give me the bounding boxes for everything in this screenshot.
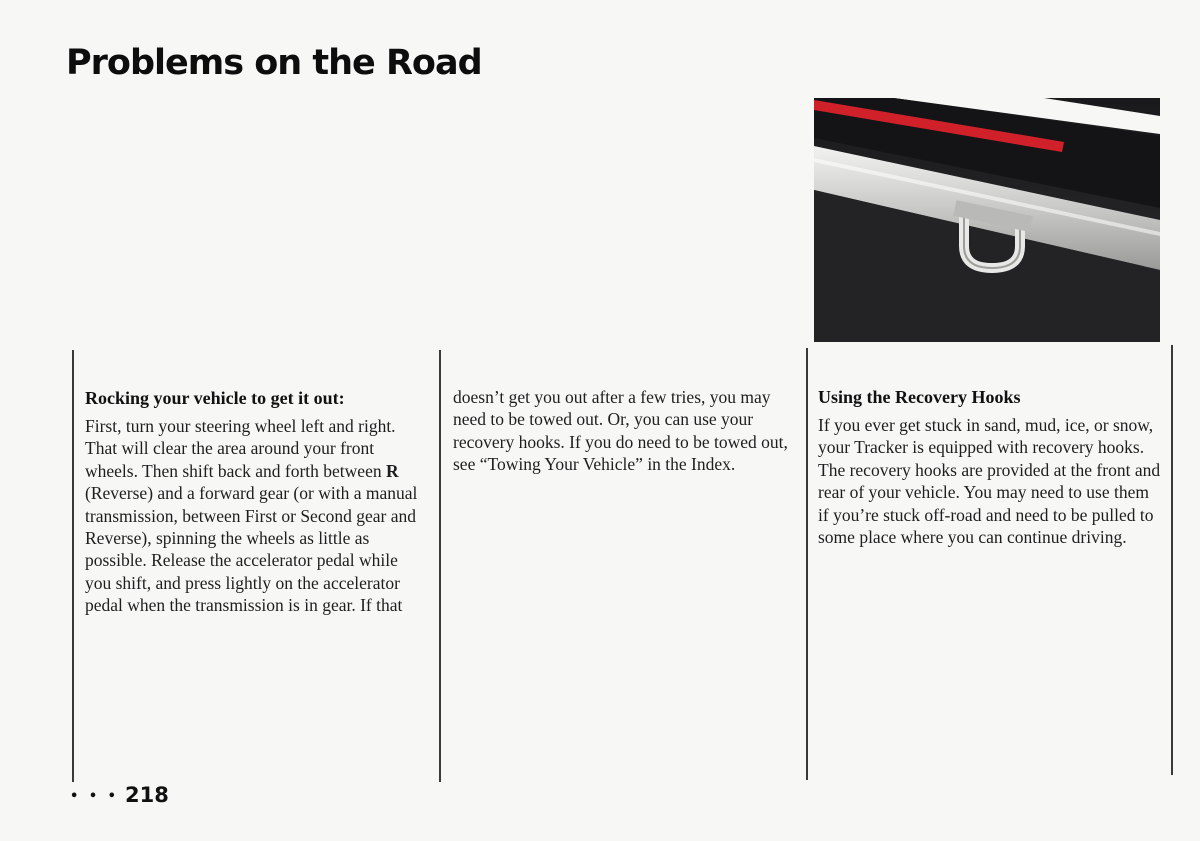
recovery-hook-photo xyxy=(814,98,1160,342)
rocking-continuation-paragraph: doesn’t get you out after a few tries, you may need to be towed out. Or, you can use your recovery hooks. If you do need to be towed out, see “Towing Your Vehicle” in the Index. xyxy=(453,387,788,475)
page-title: Problems on the Road xyxy=(66,43,482,83)
rocking-continuation-section xyxy=(453,386,793,476)
column-rule-middle xyxy=(439,350,441,782)
rocking-section xyxy=(85,387,425,617)
rocking-text-start: First, turn your steering wheel left and right. That will clear the area around your front wheels. Then shift back and forth between xyxy=(85,416,396,481)
recovery-hooks-section xyxy=(818,386,1162,548)
page-number xyxy=(70,785,169,806)
page-dots: • • • xyxy=(70,788,119,804)
reverse-letter: R xyxy=(385,460,399,481)
column-rule-right-b xyxy=(1171,345,1173,775)
rocking-text-end: (Reverse) and a forward gear (or with a manual transmission, between First or Second gear and Reverse), spinning the wheels as little as possible. Release the accelerator pedal while you shift, and press lightly on the accelerator pedal when the transmission is in gear. If that xyxy=(85,483,418,616)
column-rule-right-a xyxy=(806,348,808,780)
rocking-paragraph xyxy=(85,415,425,617)
rocking-heading: Rocking your vehicle to get it out: xyxy=(85,388,345,408)
recovery-hooks-heading: Using the Recovery Hooks xyxy=(818,387,1021,407)
column-rule-left xyxy=(72,350,74,782)
recovery-hooks-paragraph: If you ever get stuck in sand, mud, ice, or snow, your Tracker is equipped with recovery hooks. The recovery hooks are provided at the front and rear of your vehicle. You may need to use them if you’re stuck off-road and need to be pulled to some place where you can continue driving. xyxy=(818,415,1161,548)
page-number-value: 218 xyxy=(124,783,169,807)
